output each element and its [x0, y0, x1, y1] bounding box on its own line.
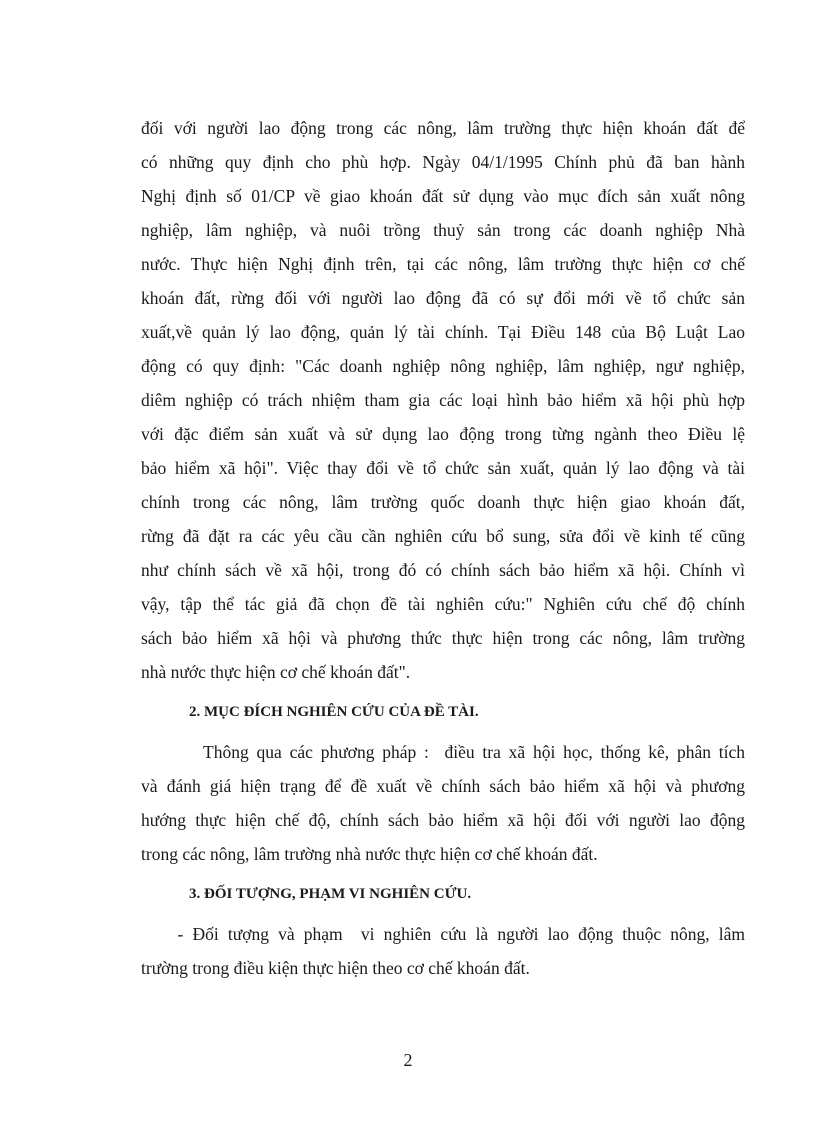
paragraph-line: Thông qua các phương pháp : điều tra xã hội học, thống kê, phân tích: [141, 742, 745, 762]
paragraph-line: và đánh giá hiện trạng để đề xuất về chính sách bảo hiểm xã hội và phương: [141, 776, 745, 796]
paragraph-line: như chính sách về xã hội, trong đó có chính sách bảo hiểm xã hội. Chính vì: [141, 560, 745, 580]
paragraph-line: diêm nghiệp có trách nhiệm tham gia các loại hình bảo hiểm xã hội phù hợp: [141, 390, 745, 410]
paragraph-line: - Đối tượng và phạm vi nghiên cứu là người lao động thuộc nông, lâm: [141, 924, 745, 944]
paragraph-line: nhà nước thực hiện cơ chế khoán đất".: [141, 662, 411, 682]
paragraph-line: có những quy định cho phù hợp. Ngày 04/1/1995 Chính phủ đã ban hành: [141, 152, 745, 172]
section-3-heading: 3. ĐỐI TƯỢNG, PHẠM VI NGHIÊN CỨU.: [189, 886, 472, 902]
paragraph-line: bảo hiểm xã hội". Việc thay đổi về tổ chức sản xuất, quản lý lao động và tài: [141, 458, 745, 478]
paragraph-line: đối với người lao động trong các nông, lâm trường thực hiện khoán đất để: [141, 118, 745, 138]
paragraph-line: rừng đã đặt ra các yêu cầu cần nghiên cứu bổ sung, sửa đổi về kinh tế cũng: [141, 526, 745, 546]
page-number: 2: [403, 1050, 413, 1070]
paragraph-line: khoán đất, rừng đối với người lao động đã có sự đổi mới về tổ chức sản: [141, 288, 745, 308]
paragraph-line: động có quy định: "Các doanh nghiệp nông nghiệp, lâm nghiệp, ngư nghiệp,: [141, 356, 745, 376]
section-2-heading: 2. MỤC ĐÍCH NGHIÊN CỨU CỦA ĐỀ TÀI.: [189, 704, 479, 720]
paragraph-line: chính trong các nông, lâm trường quốc doanh thực hiện giao khoán đất,: [141, 492, 745, 512]
paragraph-line: Nghị định số 01/CP về giao khoán đất sử dụng vào mục đích sản xuất nông: [141, 186, 745, 206]
paragraph-line: với đặc điểm sản xuất và sử dụng lao động trong từng ngành theo Điều lệ: [141, 424, 745, 444]
paragraph-line: nước. Thực hiện Nghị định trên, tại các nông, lâm trường thực hiện cơ chế: [141, 254, 745, 274]
paragraph-line: vậy, tập thể tác giả đã chọn đề tài nghiên cứu:" Nghiên cứu chế độ chính: [141, 594, 745, 614]
paragraph-line: trong các nông, lâm trường nhà nước thực hiện cơ chế khoán đất.: [141, 844, 598, 864]
paragraph-line: sách bảo hiểm xã hội và phương thức thực hiện trong các nông, lâm trường: [141, 628, 745, 648]
paragraph-line: hướng thực hiện chế độ, chính sách bảo hiểm xã hội đối với người lao động: [141, 810, 745, 830]
paragraph-line: xuất,về quản lý lao động, quản lý tài chính. Tại Điều 148 của Bộ Luật Lao: [141, 322, 745, 342]
paragraph-line: trường trong điều kiện thực hiện theo cơ chế khoán đất.: [141, 958, 530, 978]
paragraph-line: nghiệp, lâm nghiệp, và nuôi trồng thuỷ sản trong các doanh nghiệp Nhà: [141, 220, 745, 240]
